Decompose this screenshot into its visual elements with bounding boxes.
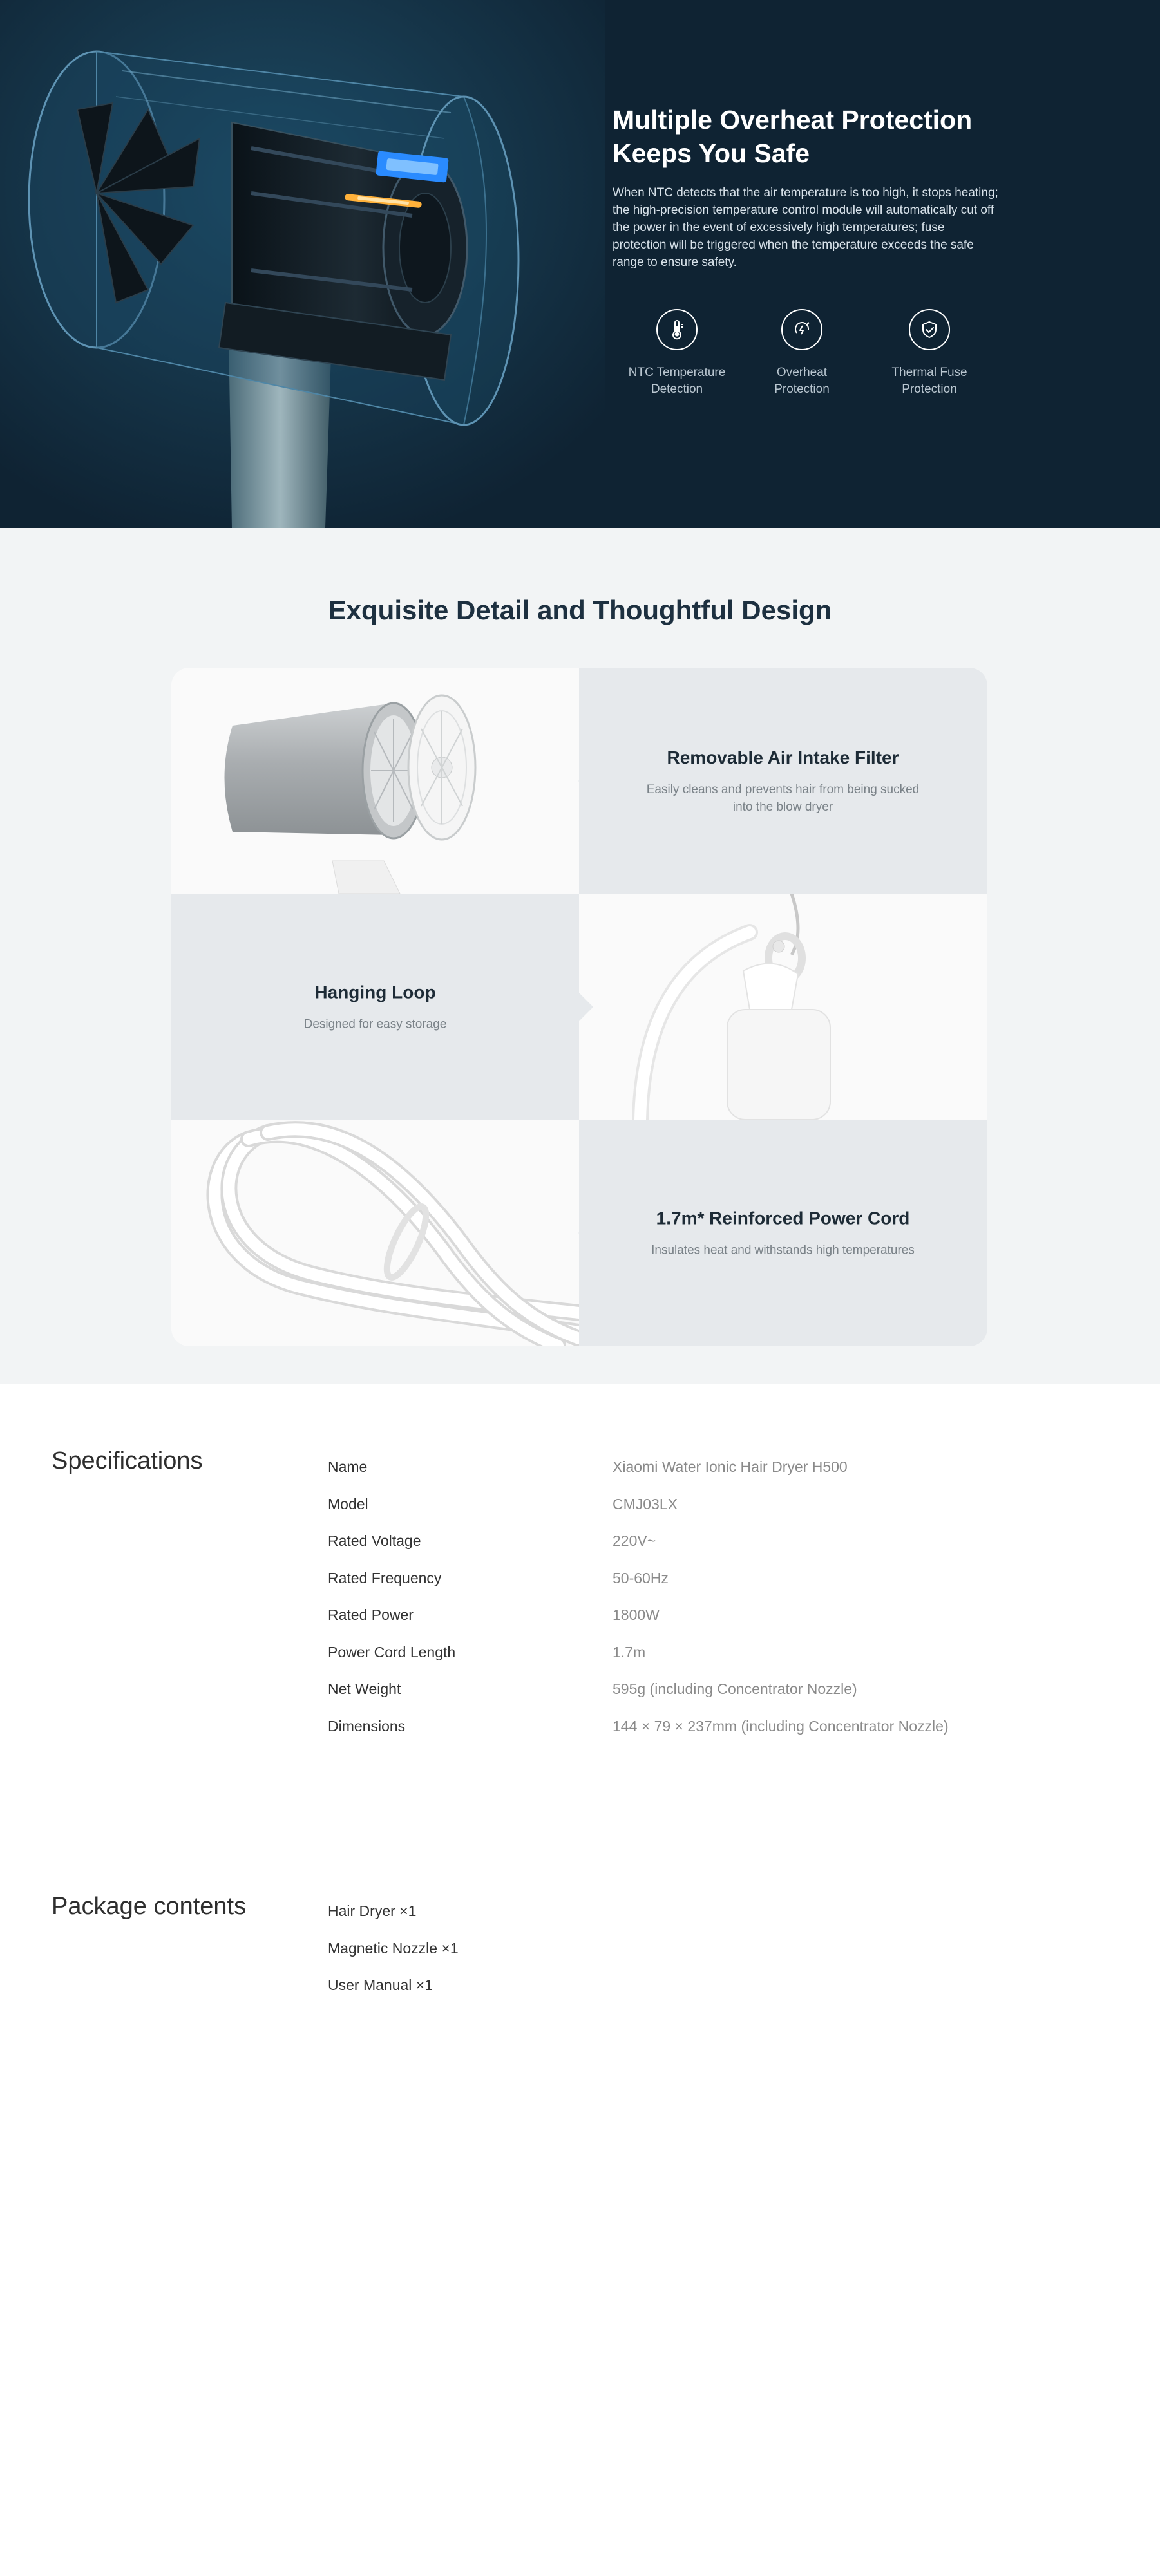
spec-name: Net Weight [328,1680,401,1698]
hanging-loop-description: Designed for easy storage [303,1017,447,1031]
package-item: Magnetic Nozzle ×1 [328,1939,459,1957]
feature-label-line-1: Overheat [776,366,828,379]
protection-features [613,309,999,418]
feature-overheat-protection [737,309,866,398]
hero-title-line-2: Keeps You Safe [613,138,810,168]
design-details-section [0,528,1160,1384]
overheat-icon [781,309,822,350]
feature-label-line-1: NTC Temperature [628,366,726,379]
spec-row [328,1597,1101,1634]
spec-row [328,1671,1101,1708]
spec-value: 1.7m [613,1643,646,1660]
package-item: User Manual ×1 [328,1977,433,1994]
spec-value: 595g (including Concentrator Nozzle) [613,1680,857,1698]
spec-name: Model [328,1495,368,1512]
overheat-protection-banner [0,0,1160,528]
air-filter-description: Easily cleans and prevents hair from being sucked into the blow dryer [646,782,920,814]
spec-value: 144 × 79 × 237mm (including Concentrator Nozzle) [613,1717,949,1735]
specifications-heading: Specifications [52,1447,203,1474]
spec-value: 220V~ [613,1532,656,1550]
spec-row [328,1708,1101,1745]
spec-name: Rated Power [328,1606,414,1624]
feature-thermal-fuse [865,309,994,398]
feature-label [737,364,866,398]
spec-row [328,1523,1101,1560]
hero-description: When NTC detects that the air temperature is too high, it stops heating; the high-precision temperature control module will automatically cut off the power in the event of excessively high temperatures; fuse protection will be triggered when the temperature exceeds the safe range to ensure safety. [613,186,998,269]
power-cord-description: Insulates heat and withstands high temperatures [651,1243,915,1257]
feature-label [865,364,994,398]
air-filter-illustration [171,668,579,894]
feature-label [613,364,741,398]
thermometer-icon [656,309,698,350]
hero-title-line-1: Multiple Overheat Protection [613,105,973,135]
spec-row [328,1449,1101,1486]
air-filter-heading: Removable Air Intake Filter [667,747,899,767]
spec-value: CMJ03LX [613,1495,678,1512]
hair-dryer-cutaway-illustration [0,0,605,528]
design-section-title: Exquisite Detail and Thoughtful Design [328,595,832,625]
hanging-loop-illustration [579,894,987,1120]
spec-value: 1800W [613,1606,660,1624]
hero-title [613,103,999,170]
air-filter-image [171,668,579,894]
spec-name: Power Cord Length [328,1643,456,1660]
package-item: Hair Dryer ×1 [328,1903,417,1920]
spec-row [328,1560,1101,1597]
power-cord-heading: 1.7m* Reinforced Power Cord [656,1208,910,1228]
pointer-notch [578,767,593,795]
spec-value: 50-60Hz [613,1569,669,1586]
package-contents-heading: Package contents [52,1893,247,1920]
hanging-loop-image [579,894,987,1120]
feature-label-line-2: Protection [774,382,830,396]
spec-row [328,1486,1101,1523]
hanging-loop-heading: Hanging Loop [314,982,436,1002]
air-filter-card [579,668,987,894]
feature-label-line-2: Protection [902,382,957,396]
feature-label-line-1: Thermal Fuse [891,366,967,379]
spec-name: Rated Frequency [328,1569,442,1586]
power-cord-card [579,1120,987,1346]
specifications-table [328,1449,1101,1745]
shield-icon [909,309,950,350]
spec-name: Rated Voltage [328,1532,421,1550]
feature-ntc-detection [613,309,741,398]
design-feature-grid [171,668,987,1346]
spec-value: Xiaomi Water Ionic Hair Dryer H500 [613,1458,848,1476]
spec-name: Name [328,1458,368,1476]
pointer-notch [578,1219,593,1247]
power-cord-illustration [171,1120,579,1346]
hanging-loop-card [171,894,579,1120]
package-contents-list [328,1893,843,2004]
spec-row [328,1634,1101,1671]
hero-text-block [613,103,999,271]
spec-name: Dimensions [328,1717,406,1735]
pointer-notch [579,993,593,1021]
feature-label-line-2: Detection [651,382,703,396]
power-cord-image [171,1120,579,1346]
specifications-section [0,1384,1160,2576]
